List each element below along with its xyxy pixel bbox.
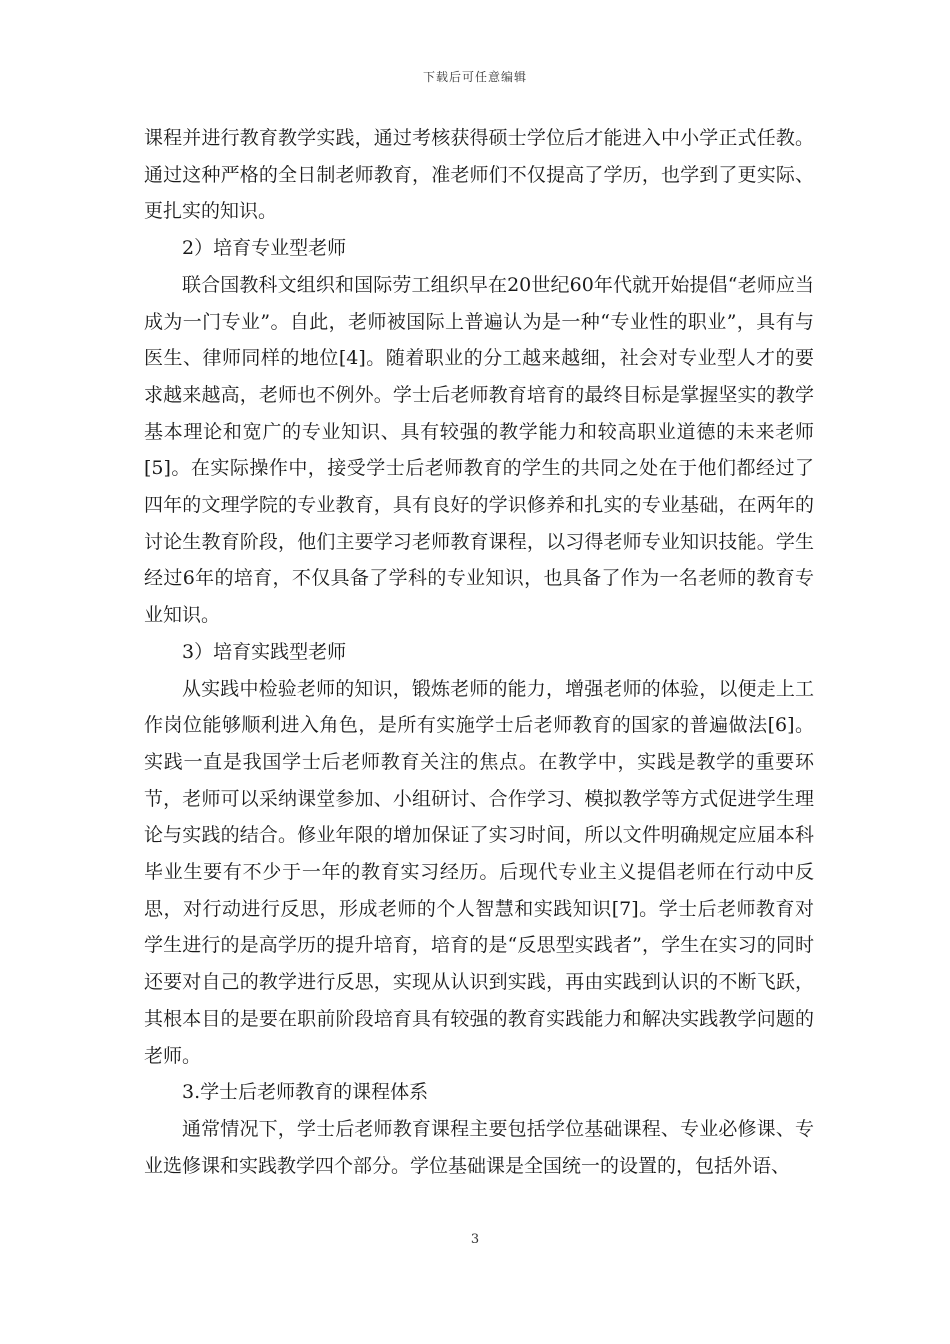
section-heading-professional-teacher: 2）培育专业型老师 bbox=[182, 237, 347, 260]
section-heading-curriculum-system: 3.学士后老师教育的课程体系 bbox=[182, 1081, 429, 1104]
paragraph-professional-teacher: 联合国教科文组织和国际劳工组织早在20世纪60年代就开始提倡“老师应当成为一门专业”。自此，老师被国际上普遍认为是一种“专业性的职业”，具有与医生、律师同样的地位[4]。随着职业的分工越来越细，社会对专业型人才的要求越来越高，老师也不例外。学士后老师教育培育的最终目标是掌握坚实的教学基本理论和宽广的专业知识、具有较强的教学能力和较高职业道德的未来老师[5]。在实际操作中，接受学士后老师教育的学生的共同之处在于他们都经过了四年的文理学院的专业教育，具有良好的学识修养和扎实的专业基础，在两年的讨论生教育阶段，他们主要学习老师教育课程，以习得老师专业知识技能。学生经过6年的培育，不仅具备了学科的专业知识，也具备了作为一名老师的教育专业知识。 bbox=[144, 273, 814, 627]
paragraph-practical-teacher: 从实践中检验老师的知识，锻炼老师的能力，增强老师的体验，以便走上工作岗位能够顺利进入角色，是所有实施学士后老师教育的国家的普遍做法[6]。实践一直是我国学士后老师教育关注的焦点。在教学中，实践是教学的重要环节，老师可以采纳课堂参加、小组研讨、合作学习、模拟教学等方式促进学生理论与实践的结合。修业年限的增加保证了实习时间，所以文件明确规定应届本科毕业生要有不少于一年的教育实习经历。后现代专业主义提倡老师在行动中反思，对行动进行反思，形成老师的个人智慧和实践知识[7]。学士后老师教育对学生进行的是高学历的提升培育，培育的是“反思型实践者”，学生在实习的同时还要对自己的教学进行反思，实现从认识到实践，再由实践到认识的不断飞跃，其根本目的是要在职前阶段培育具有较强的教育实践能力和解决实践教学问题的老师。 bbox=[144, 677, 814, 1067]
section-heading-practical-teacher: 3）培育实践型老师 bbox=[182, 640, 347, 663]
page-number: 3 bbox=[470, 1232, 480, 1247]
page-header-watermark: 下载后可任意编辑 bbox=[422, 70, 527, 84]
paragraph-continuation: 课程并进行教育教学实践，通过考核获得硕士学位后才能进入中小学正式任教。通过这种严格的全日制老师教育，准老师们不仅提高了学历，也学到了更实际、更扎实的知识。 bbox=[144, 127, 814, 223]
paragraph-curriculum-system: 通常情况下，学士后老师教育课程主要包括学位基础课程、专业必修课、专业选修课和实践教学四个部分。学位基础课是全国统一的设置的，包括外语、 bbox=[144, 1117, 814, 1177]
document-body bbox=[144, 120, 814, 1184]
